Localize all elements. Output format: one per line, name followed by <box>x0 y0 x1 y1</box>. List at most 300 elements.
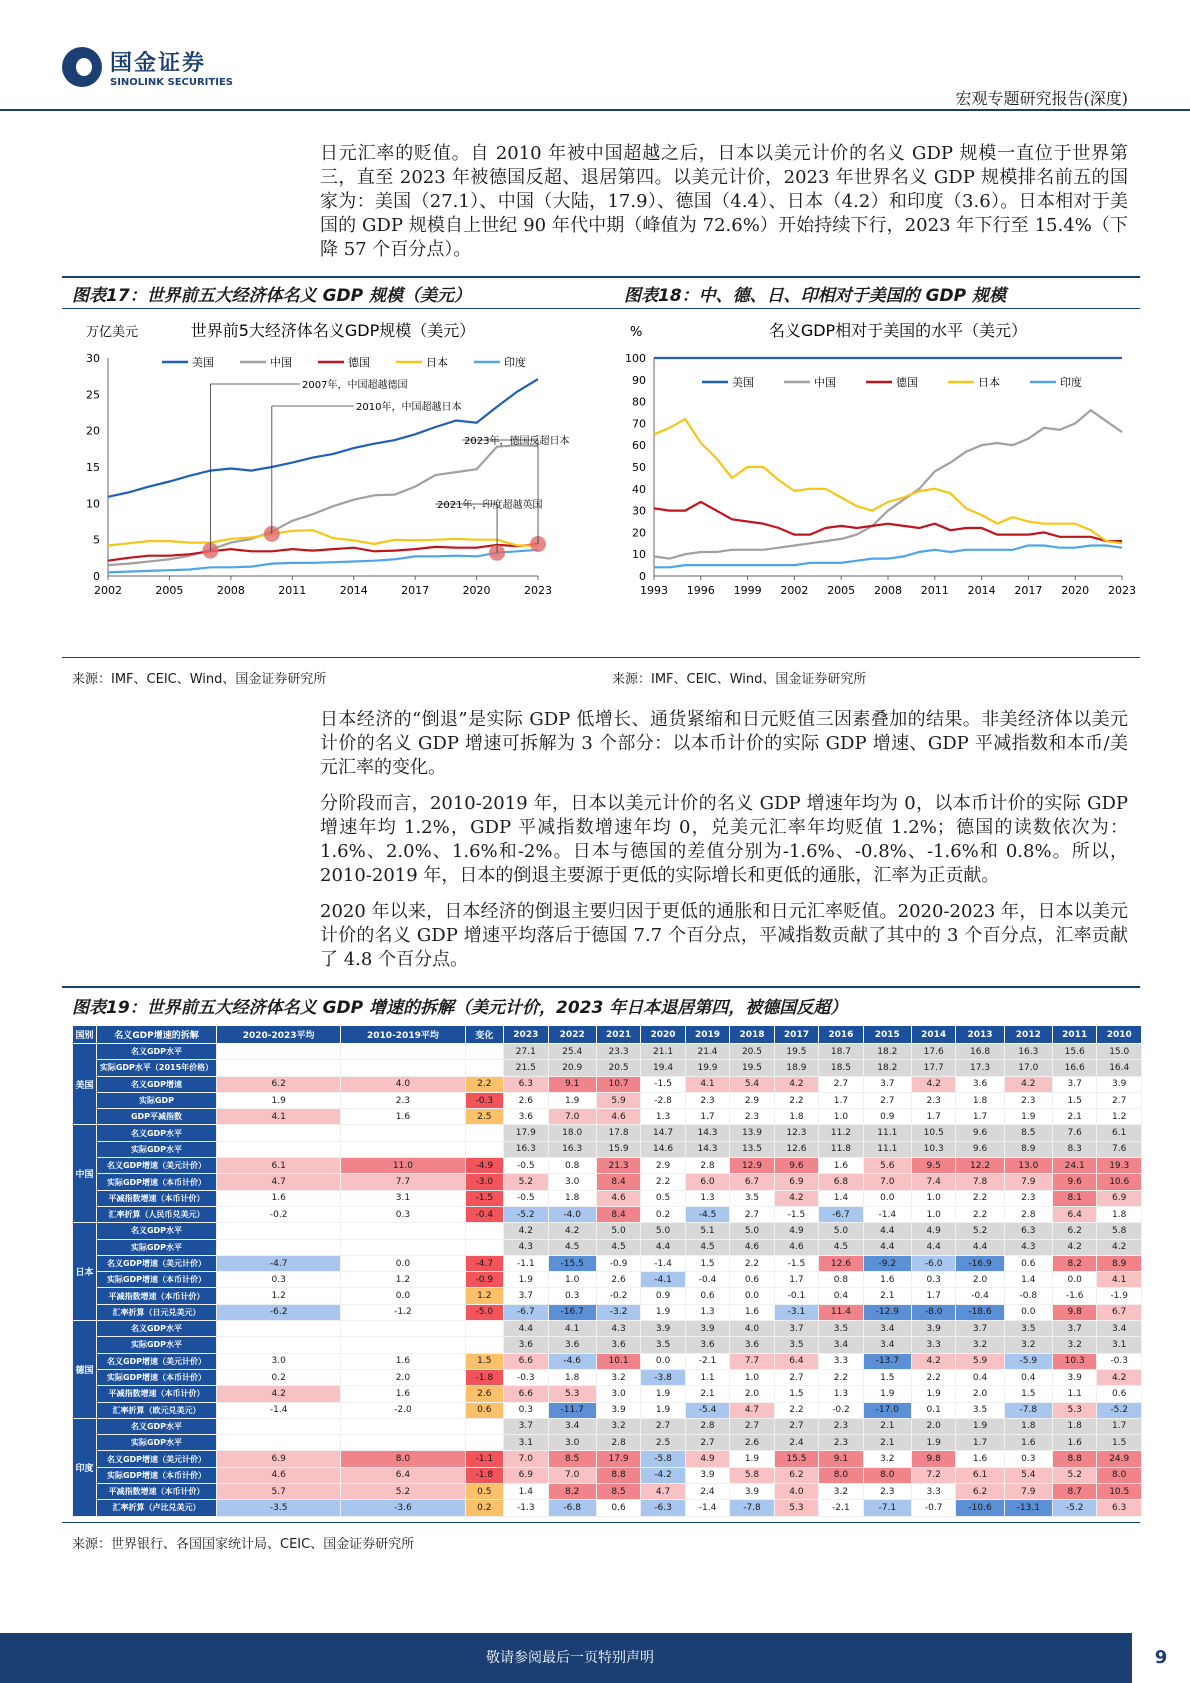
table-cell: -4.9 <box>465 1158 504 1174</box>
table-cell: 2.7 <box>685 1435 729 1451</box>
table-cell: 4.1 <box>685 1076 729 1092</box>
table-cell: 19.3 <box>1097 1158 1142 1174</box>
table-cell: -18.6 <box>956 1304 1004 1320</box>
table-cell: 8.2 <box>548 1484 596 1500</box>
chart-title: 世界前5大经济体名义GDP规模（美元） <box>190 322 476 340</box>
table-header-cell: 2021 <box>596 1026 640 1044</box>
table-cell: 9.5 <box>911 1158 955 1174</box>
row-label: 实际GDP增速（本币计价） <box>97 1369 217 1385</box>
table-cell: 10.3 <box>1052 1353 1096 1369</box>
table-cell: 0.6 <box>465 1402 504 1418</box>
table-header-cell: 2023 <box>504 1026 548 1044</box>
table-cell: 4.7 <box>217 1174 341 1190</box>
table-cell <box>217 1125 341 1141</box>
table-cell: 3.1 <box>341 1190 465 1206</box>
table-cell: -5.9 <box>1004 1353 1052 1369</box>
table-cell: 1.8 <box>1097 1206 1142 1222</box>
table-cell: 7.4 <box>911 1174 955 1190</box>
fig17-source: 来源：IMF、CEIC、Wind、国金证券研究所 <box>72 672 327 687</box>
table-cell: 2.0 <box>911 1418 955 1434</box>
table-cell: 3.6 <box>685 1337 729 1353</box>
table-cell: 2.6 <box>596 1272 640 1288</box>
row-label: 实际GDP水平（2015年价格） <box>97 1060 217 1076</box>
table-cell: -12.9 <box>863 1304 911 1320</box>
table-cell: -3.1 <box>774 1304 818 1320</box>
table-row <box>73 1304 1142 1320</box>
table-cell: -0.5 <box>504 1158 548 1174</box>
x-tick-label: 2011 <box>278 584 307 597</box>
table-cell: 6.4 <box>341 1467 465 1483</box>
row-label: 汇率折算（日元兑美元） <box>97 1304 217 1320</box>
table-cell: -1.4 <box>685 1500 729 1516</box>
table-cell: 4.2 <box>911 1353 955 1369</box>
table-header-cell: 2019 <box>685 1026 729 1044</box>
table-cell: 4.0 <box>730 1321 774 1337</box>
table-cell: 4.6 <box>596 1109 640 1125</box>
table-cell: 3.0 <box>548 1435 596 1451</box>
x-tick-label: 2017 <box>1014 584 1043 597</box>
table-cell: 1.9 <box>641 1386 685 1402</box>
legend-label: 日本 <box>426 356 448 369</box>
table-cell: 2.6 <box>730 1435 774 1451</box>
table-cell: 2.8 <box>1004 1206 1052 1222</box>
table-cell: 1.2 <box>465 1288 504 1304</box>
report-type: 宏观专题研究报告(深度) <box>955 89 1128 108</box>
table-cell: 4.0 <box>774 1484 818 1500</box>
table-cell: 4.4 <box>911 1239 955 1255</box>
footer-disclaimer: 敬请参阅最后一页特别声明 <box>486 1650 654 1666</box>
row-label: GDP平减指数 <box>97 1109 217 1125</box>
table-cell: 0.4 <box>819 1288 863 1304</box>
table-cell: -0.2 <box>217 1206 341 1222</box>
table-header-cell: 2015 <box>863 1026 911 1044</box>
table-cell: 1.7 <box>819 1092 863 1108</box>
table-cell: 8.9 <box>1004 1141 1052 1157</box>
table-cell: -9.2 <box>863 1255 911 1271</box>
series-line-中国 <box>654 410 1122 558</box>
table-cell: 0.4 <box>1004 1369 1052 1385</box>
table-cell: 1.9 <box>641 1402 685 1418</box>
table-cell: 18.5 <box>819 1060 863 1076</box>
table-cell: 18.7 <box>819 1044 863 1060</box>
table-header-cell: 2012 <box>1004 1026 1052 1044</box>
table-cell: 0.0 <box>1004 1304 1052 1320</box>
table-header-cell: 变化 <box>465 1026 504 1044</box>
table-cell: 15.9 <box>596 1141 640 1157</box>
table-cell: 3.9 <box>685 1467 729 1483</box>
table-cell: 8.0 <box>1097 1467 1142 1483</box>
table-cell: 1.6 <box>341 1386 465 1402</box>
table-cell: 9.6 <box>956 1125 1004 1141</box>
table-cell: 14.6 <box>641 1141 685 1157</box>
table-cell <box>217 1141 341 1157</box>
table-cell: 8.0 <box>819 1467 863 1483</box>
y-tick-label: 50 <box>632 461 646 474</box>
table-cell: 3.2 <box>863 1451 911 1467</box>
logo-cn: 国金证券 <box>110 51 207 76</box>
table-cell: 5.1 <box>685 1223 729 1239</box>
table-cell: 7.9 <box>1004 1484 1052 1500</box>
table-cell: 2.1 <box>685 1386 729 1402</box>
table-cell: 11.2 <box>819 1125 863 1141</box>
table-cell: 0.3 <box>548 1288 596 1304</box>
table-cell: 2.3 <box>685 1092 729 1108</box>
y-tick-label: 40 <box>632 482 646 496</box>
row-label: 实际GDP增速（本币计价） <box>97 1272 217 1288</box>
table-cell: 8.8 <box>596 1467 640 1483</box>
table-cell <box>341 1125 465 1141</box>
row-label: 平减指数增速（本币计价） <box>97 1190 217 1206</box>
table-cell: 3.5 <box>1004 1321 1052 1337</box>
table-cell: 13.5 <box>730 1141 774 1157</box>
table-cell: 5.3 <box>1052 1402 1096 1418</box>
table-cell: 4.7 <box>641 1484 685 1500</box>
table-cell: 17.3 <box>956 1060 1004 1076</box>
table-cell: 2.2 <box>730 1255 774 1271</box>
table-cell: -0.2 <box>596 1288 640 1304</box>
table-cell: 3.2 <box>596 1369 640 1385</box>
table-cell: 16.6 <box>1052 1060 1096 1076</box>
table-row <box>73 1076 1142 1092</box>
y-tick-label: 10 <box>632 548 646 562</box>
table-cell: 9.8 <box>911 1451 955 1467</box>
table-cell: 0.2 <box>641 1206 685 1222</box>
table-cell: 1.1 <box>685 1369 729 1385</box>
table-cell: 3.2 <box>1052 1337 1096 1353</box>
x-tick-label: 2005 <box>827 584 856 597</box>
table-cell: 19.5 <box>730 1060 774 1076</box>
y-tick-label: 15 <box>86 461 100 474</box>
table-cell: 0.0 <box>641 1353 685 1369</box>
gdp-decomposition-table <box>72 1025 1142 1517</box>
table-cell: 0.5 <box>641 1190 685 1206</box>
table-cell: 19.4 <box>641 1060 685 1076</box>
y-tick-label: 0 <box>639 570 646 583</box>
table-cell: 0.3 <box>911 1272 955 1288</box>
table-cell: 1.6 <box>863 1272 911 1288</box>
table-cell: 2.4 <box>774 1435 818 1451</box>
table-cell: 1.0 <box>911 1206 955 1222</box>
table-cell: -0.7 <box>911 1500 955 1516</box>
table-row <box>73 1500 1142 1516</box>
row-label: 名义GDP水平 <box>97 1223 217 1239</box>
table-cell: 21.3 <box>596 1158 640 1174</box>
table-header-cell: 2017 <box>774 1026 818 1044</box>
table-cell: 4.5 <box>548 1239 596 1255</box>
table-cell: 10.3 <box>911 1141 955 1157</box>
table-cell: 2.7 <box>730 1418 774 1434</box>
company-logo <box>62 46 233 88</box>
series-line-印度 <box>108 550 538 573</box>
y-tick-label: 30 <box>632 504 646 518</box>
table-cell: 24.1 <box>1052 1158 1096 1174</box>
table-row <box>73 1353 1142 1369</box>
table-cell <box>341 1060 465 1076</box>
row-label: 平减指数增速（本币计价） <box>97 1484 217 1500</box>
chart-title: 名义GDP相对于美国的水平（美元） <box>768 322 1028 340</box>
table-cell: 20.5 <box>596 1060 640 1076</box>
fig19-title: 图表19：世界前五大经济体名义 GDP 增速的拆解（美元计价，2023 年日本退居第四，被德国反超） <box>72 998 848 1018</box>
table-cell: 3.2 <box>819 1484 863 1500</box>
table-cell: 2.3 <box>863 1484 911 1500</box>
table-cell <box>217 1321 341 1337</box>
table-cell: 3.7 <box>504 1418 548 1434</box>
table-cell: 1.9 <box>730 1451 774 1467</box>
table-cell: -1.8 <box>465 1467 504 1483</box>
table-cell: 4.2 <box>217 1386 341 1402</box>
table-cell <box>465 1418 504 1434</box>
table-cell: -1.6 <box>1052 1288 1096 1304</box>
table-cell: 2.3 <box>911 1092 955 1108</box>
table-row <box>73 1337 1142 1353</box>
paragraph-2: 日本经济的“倒退”是实际 GDP 低增长、通货紧缩和日元贬值三因素叠加的结果。非美经济体以美元计价的名义 GDP 增速可拆解为 3 个部分：以本币计价的实际 GDP 增速、GDP 平减指数和本币/美元汇率的变化。 <box>320 709 1128 778</box>
annotation-label: 2023年，德国反超日本 <box>464 436 570 447</box>
legend-label: 德国 <box>896 376 918 389</box>
table-cell: 1.0 <box>730 1369 774 1385</box>
table-row <box>73 1158 1142 1174</box>
table-cell: 1.7 <box>911 1288 955 1304</box>
table-cell: 4.6 <box>217 1467 341 1483</box>
table-cell: 11.1 <box>863 1141 911 1157</box>
y-tick-label: 90 <box>632 373 646 387</box>
table-cell: 0.3 <box>1004 1451 1052 1467</box>
table-cell <box>465 1125 504 1141</box>
table-cell: -6.0 <box>911 1255 955 1271</box>
table-cell: 2.0 <box>341 1369 465 1385</box>
table-cell: 4.5 <box>819 1239 863 1255</box>
table-cell: 5.0 <box>596 1223 640 1239</box>
figure-top-rule <box>62 276 1140 278</box>
table-cell: 6.9 <box>504 1467 548 1483</box>
table-cell <box>341 1223 465 1239</box>
table-cell: -6.8 <box>548 1500 596 1516</box>
table-cell: 1.6 <box>819 1158 863 1174</box>
table-cell: 6.3 <box>1097 1500 1142 1516</box>
table-cell: 12.6 <box>819 1255 863 1271</box>
table-cell: 2.2 <box>956 1190 1004 1206</box>
table-cell: 5.0 <box>730 1223 774 1239</box>
annotation-label: 2010年，中国超越日本 <box>356 402 462 413</box>
row-label: 名义GDP水平 <box>97 1321 217 1337</box>
table-cell: 3.3 <box>819 1353 863 1369</box>
row-label: 名义GDP水平 <box>97 1125 217 1141</box>
table-cell: 3.3 <box>911 1484 955 1500</box>
table-cell: 0.3 <box>504 1402 548 1418</box>
figure-title-rule <box>62 308 1140 309</box>
table-cell: 3.6 <box>956 1076 1004 1092</box>
table-cell: 12.2 <box>956 1158 1004 1174</box>
table-cell <box>217 1044 341 1060</box>
table-cell: 3.5 <box>730 1190 774 1206</box>
table-cell: 20.5 <box>730 1044 774 1060</box>
table-row <box>73 1418 1142 1434</box>
table-cell: 8.2 <box>1052 1255 1096 1271</box>
table-cell <box>217 1060 341 1076</box>
table-cell: -4.6 <box>548 1353 596 1369</box>
table-cell: -5.2 <box>1052 1500 1096 1516</box>
table-cell: 1.6 <box>730 1304 774 1320</box>
table-cell: 4.2 <box>504 1223 548 1239</box>
country-cell: 中国 <box>73 1125 97 1223</box>
table-cell: -6.2 <box>217 1304 341 1320</box>
table-cell: 3.5 <box>819 1321 863 1337</box>
logo-en: SINOLINK SECURITIES <box>110 77 233 88</box>
table-cell: 1.5 <box>685 1255 729 1271</box>
table-cell: 0.0 <box>341 1288 465 1304</box>
table-cell: 4.6 <box>596 1190 640 1206</box>
table-cell: 2.2 <box>911 1369 955 1385</box>
table-cell: 1.3 <box>685 1190 729 1206</box>
table-cell: 3.6 <box>548 1337 596 1353</box>
table-cell: 6.1 <box>956 1467 1004 1483</box>
table-cell: 4.9 <box>685 1451 729 1467</box>
table-cell: 6.7 <box>730 1174 774 1190</box>
table-cell: 5.9 <box>596 1092 640 1108</box>
table-cell: 0.6 <box>685 1288 729 1304</box>
table-header-cell: 2022 <box>548 1026 596 1044</box>
table-cell: 3.9 <box>641 1321 685 1337</box>
table-cell: 0.0 <box>1052 1272 1096 1288</box>
table-cell: 1.7 <box>956 1435 1004 1451</box>
fig19-bottom-rule <box>62 1522 1140 1523</box>
table-cell: 0.3 <box>341 1206 465 1222</box>
table-cell: -0.4 <box>465 1206 504 1222</box>
table-cell: 5.9 <box>956 1353 1004 1369</box>
table-cell: 1.9 <box>863 1386 911 1402</box>
table-cell: 4.2 <box>774 1190 818 1206</box>
table-cell: 17.6 <box>911 1044 955 1060</box>
legend-label: 日本 <box>978 376 1000 389</box>
table-cell: 13.0 <box>1004 1158 1052 1174</box>
table-cell: 2.3 <box>341 1092 465 1108</box>
table-cell: 19.9 <box>685 1060 729 1076</box>
y-tick-label: 20 <box>632 526 646 540</box>
table-cell: 3.9 <box>730 1484 774 1500</box>
table-cell: 7.9 <box>1004 1174 1052 1190</box>
table-cell: -11.7 <box>548 1402 596 1418</box>
table-cell: 3.4 <box>863 1337 911 1353</box>
table-cell <box>465 1239 504 1255</box>
table-cell <box>465 1060 504 1076</box>
table-cell: 3.6 <box>504 1109 548 1125</box>
table-cell: -0.4 <box>685 1272 729 1288</box>
table-cell: 4.3 <box>504 1239 548 1255</box>
table-cell: 1.9 <box>641 1304 685 1320</box>
table-cell: 8.0 <box>863 1467 911 1483</box>
x-tick-label: 2014 <box>967 584 996 597</box>
table-cell: 2.1 <box>1052 1109 1096 1125</box>
table-cell: 1.8 <box>774 1109 818 1125</box>
table-cell <box>341 1141 465 1157</box>
table-header-cell: 2020-2023平均 <box>217 1026 341 1044</box>
table-cell <box>217 1418 341 1434</box>
table-cell: -0.5 <box>504 1190 548 1206</box>
table-cell: 1.9 <box>217 1092 341 1108</box>
table-cell: -0.3 <box>504 1369 548 1385</box>
table-cell: 23.3 <box>596 1044 640 1060</box>
table-cell: 2.7 <box>774 1418 818 1434</box>
table-cell: 8.5 <box>1004 1125 1052 1141</box>
table-cell: 1.3 <box>685 1304 729 1320</box>
table-cell <box>341 1418 465 1434</box>
table-cell: 6.2 <box>956 1484 1004 1500</box>
table-cell: -16.9 <box>956 1255 1004 1271</box>
x-tick-label: 1996 <box>686 584 715 597</box>
row-label: 名义GDP增速（美元计价） <box>97 1353 217 1369</box>
table-cell: 27.1 <box>504 1044 548 1060</box>
x-tick-label: 2008 <box>874 584 902 597</box>
table-cell: 1.8 <box>956 1092 1004 1108</box>
table-cell: 2.4 <box>685 1484 729 1500</box>
table-cell: 1.9 <box>1004 1109 1052 1125</box>
table-cell: 8.9 <box>1097 1255 1142 1271</box>
y-axis-unit: % <box>630 325 643 340</box>
table-cell: 4.2 <box>1004 1076 1052 1092</box>
table-cell: -6.3 <box>641 1500 685 1516</box>
table-cell: 0.8 <box>819 1272 863 1288</box>
table-cell: 8.3 <box>1052 1141 1096 1157</box>
table-cell: 16.3 <box>504 1141 548 1157</box>
legend-label: 印度 <box>1060 376 1082 389</box>
table-cell: -0.8 <box>1004 1288 1052 1304</box>
table-cell: 0.6 <box>1004 1255 1052 1271</box>
table-cell: 2.8 <box>596 1435 640 1451</box>
table-header-cell: 2013 <box>956 1026 1004 1044</box>
table-cell: 4.1 <box>1097 1272 1142 1288</box>
table-cell: 17.9 <box>504 1125 548 1141</box>
table-cell: 1.8 <box>548 1369 596 1385</box>
table-cell: -4.7 <box>465 1255 504 1271</box>
table-cell: 21.5 <box>504 1060 548 1076</box>
table-cell: 2.0 <box>956 1386 1004 1402</box>
table-cell <box>341 1044 465 1060</box>
table-cell: -15.5 <box>548 1255 596 1271</box>
table-cell: 6.2 <box>774 1467 818 1483</box>
paragraph-4: 2020 年以来，日本经济的倒退主要归因于更低的通胀和日元汇率贬值。2020-2023 年，日本以美元计价的名义 GDP 增速平均落后于德国 7.7 个百分点，平减指数贡献了其中的 3 个百分点，汇率贡献了 4.8 个百分点。 <box>320 901 1128 970</box>
row-label: 汇率折算（卢比兑美元） <box>97 1500 217 1516</box>
table-cell: 3.9 <box>1052 1369 1096 1385</box>
table-cell: 6.1 <box>1097 1125 1142 1141</box>
table-cell: 8.1 <box>1052 1190 1096 1206</box>
table-cell: -4.5 <box>685 1206 729 1222</box>
row-label: 名义GDP增速（美元计价） <box>97 1158 217 1174</box>
table-cell: -1.5 <box>641 1076 685 1092</box>
table-cell: 1.7 <box>1097 1418 1142 1434</box>
table-cell: -3.6 <box>341 1500 465 1516</box>
table-cell: -2.1 <box>819 1500 863 1516</box>
table-cell: 2.7 <box>1097 1092 1142 1108</box>
y-tick-label: 100 <box>625 352 646 365</box>
table-cell: 3.9 <box>911 1321 955 1337</box>
chart-relative-to-us <box>612 322 1140 652</box>
table-cell: 15.5 <box>774 1451 818 1467</box>
table-cell: 10.6 <box>1097 1174 1142 1190</box>
table-cell: 1.2 <box>217 1288 341 1304</box>
table-cell: 1.9 <box>548 1092 596 1108</box>
series-line-印度 <box>654 546 1122 568</box>
table-cell: 1.8 <box>1004 1418 1052 1434</box>
table-cell: 7.7 <box>341 1174 465 1190</box>
table-cell: 25.4 <box>548 1044 596 1060</box>
table-cell: 3.4 <box>819 1337 863 1353</box>
y-tick-label: 80 <box>632 395 646 409</box>
table-cell: 3.1 <box>1097 1337 1142 1353</box>
legend-label: 美国 <box>192 356 214 369</box>
table-cell: 15.6 <box>1052 1044 1096 1060</box>
row-label: 名义GDP增速 <box>97 1076 217 1092</box>
table-cell: 1.0 <box>911 1190 955 1206</box>
table-cell: 10.5 <box>1097 1484 1142 1500</box>
